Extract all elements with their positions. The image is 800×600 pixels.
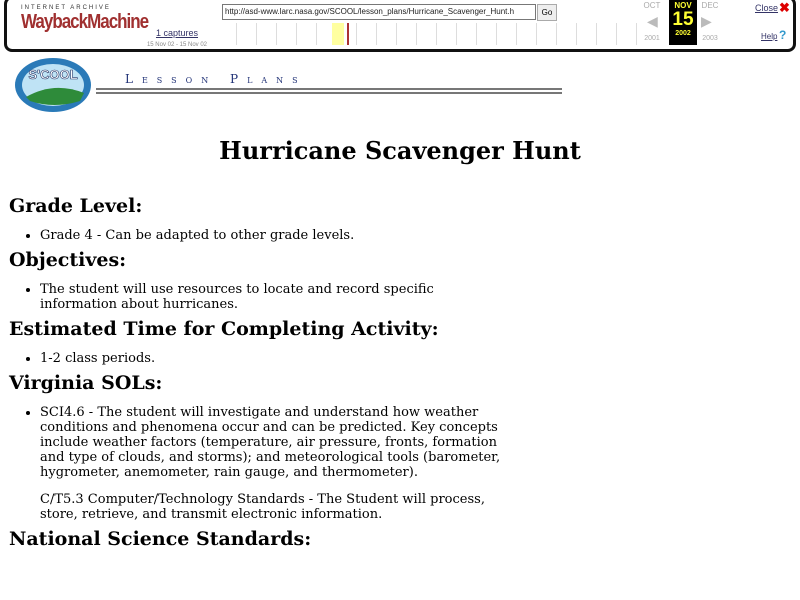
wayback-toolbar bbox=[4, 0, 796, 52]
current-day: 15 bbox=[672, 9, 694, 30]
heading-estimated-time: Estimated Time for Completing Activity: bbox=[9, 318, 439, 340]
help-icon[interactable]: ? bbox=[779, 28, 787, 42]
url-input[interactable]: http://asd-www.larc.nasa.gov/SCOOL/lesson_plans/Hurricane_Scavenger_Hunt.h bbox=[222, 4, 536, 20]
heading-virginia-sols: Virginia SOLs: bbox=[9, 372, 163, 394]
internet-archive-label: INTERNET ARCHIVE bbox=[21, 5, 111, 11]
sol-paragraph: C/T5.3 Computer/Technology Standards - The Student will process, store, retrieve, and transmit electronic information. bbox=[40, 492, 485, 522]
prev-year[interactable]: 2001 bbox=[644, 35, 660, 42]
section-label: Lesson Plans bbox=[125, 72, 307, 86]
current-month: NOV bbox=[674, 1, 692, 10]
capture-timeline[interactable] bbox=[217, 23, 642, 45]
prev-arrow-icon[interactable]: ◀ bbox=[647, 13, 658, 29]
next-year[interactable]: 2003 bbox=[702, 35, 718, 42]
capture-marker[interactable] bbox=[347, 23, 349, 45]
wayback-logo[interactable]: WaybackMachine bbox=[21, 10, 149, 33]
close-icon[interactable]: ✖ bbox=[779, 0, 790, 15]
list-item: • SCI4.6 - The student will investigate and understand how weather conditions and phenomena occur and can be predicted. Key concepts include weather factors (temperature, air pressure, fronts, formation and type of clouds, and storms); and meteorological tools (barometer, hygrometer, anemometer, rain gauge, and thermometer). bbox=[40, 405, 515, 480]
heading-objectives: Objectives: bbox=[9, 249, 127, 271]
help-link[interactable]: Help bbox=[761, 32, 778, 41]
captures-info bbox=[137, 23, 217, 48]
capture-range: 15 Nov 02 - 15 Nov 02 bbox=[146, 42, 208, 48]
page-title: Hurricane Scavenger Hunt bbox=[219, 136, 581, 165]
heading-national-science-standards: National Science Standards: bbox=[9, 528, 312, 550]
close-link[interactable]: Close bbox=[755, 3, 779, 13]
captures-link[interactable]: 1 captures bbox=[155, 28, 199, 38]
current-year: 2002 bbox=[675, 30, 691, 37]
heading-grade-level: Grade Level: bbox=[9, 195, 143, 217]
current-date bbox=[669, 0, 697, 45]
go-button[interactable]: Go bbox=[537, 4, 557, 21]
list-item: • The student will use resources to locate and record specific information about hurricanes. bbox=[40, 282, 510, 312]
prev-month[interactable]: OCT bbox=[643, 1, 661, 10]
logo-text: S'COOL bbox=[28, 67, 78, 82]
list-item: • 1-2 class periods. bbox=[40, 351, 529, 366]
lesson-content bbox=[9, 195, 529, 561]
list-item: • Grade 4 - Can be adapted to other grade levels. bbox=[40, 228, 529, 243]
next-arrow-icon[interactable]: ▶ bbox=[701, 13, 712, 29]
timeline-highlight bbox=[332, 23, 344, 45]
next-month[interactable]: DEC bbox=[701, 1, 719, 10]
header-rule bbox=[96, 88, 562, 94]
scool-logo[interactable] bbox=[14, 57, 92, 113]
